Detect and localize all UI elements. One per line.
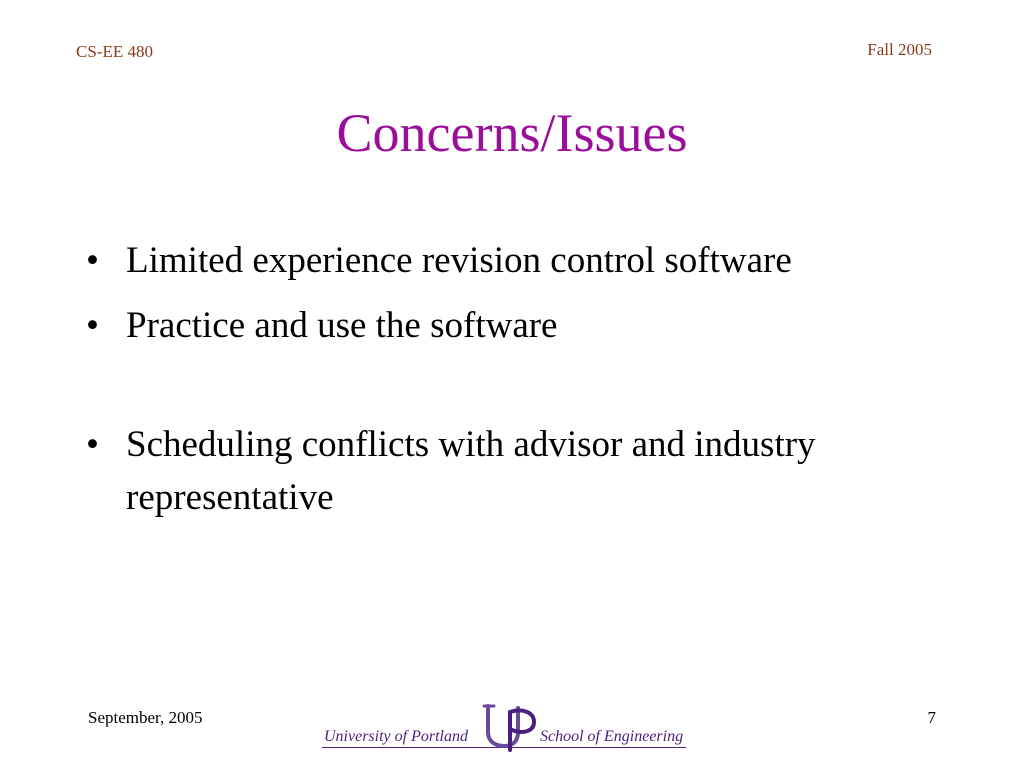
school-name: School of Engineering <box>540 728 684 745</box>
up-logo-icon <box>482 700 538 752</box>
bullet-list <box>86 234 846 536</box>
footer-date: September, 2005 <box>88 708 203 727</box>
slide-title: Concerns/Issues <box>336 103 688 163</box>
university-name: University of Portland <box>324 728 468 745</box>
term-label: Fall 2005 <box>867 40 932 59</box>
bullet-item: • Limited experience revision control software <box>86 234 846 287</box>
page-number: 7 <box>927 708 936 727</box>
bullet-item: • Scheduling conflicts with advisor and industry representative <box>86 418 846 524</box>
bullet-item: • Practice and use the software <box>86 299 846 352</box>
course-code: CS-EE 480 <box>76 42 153 61</box>
